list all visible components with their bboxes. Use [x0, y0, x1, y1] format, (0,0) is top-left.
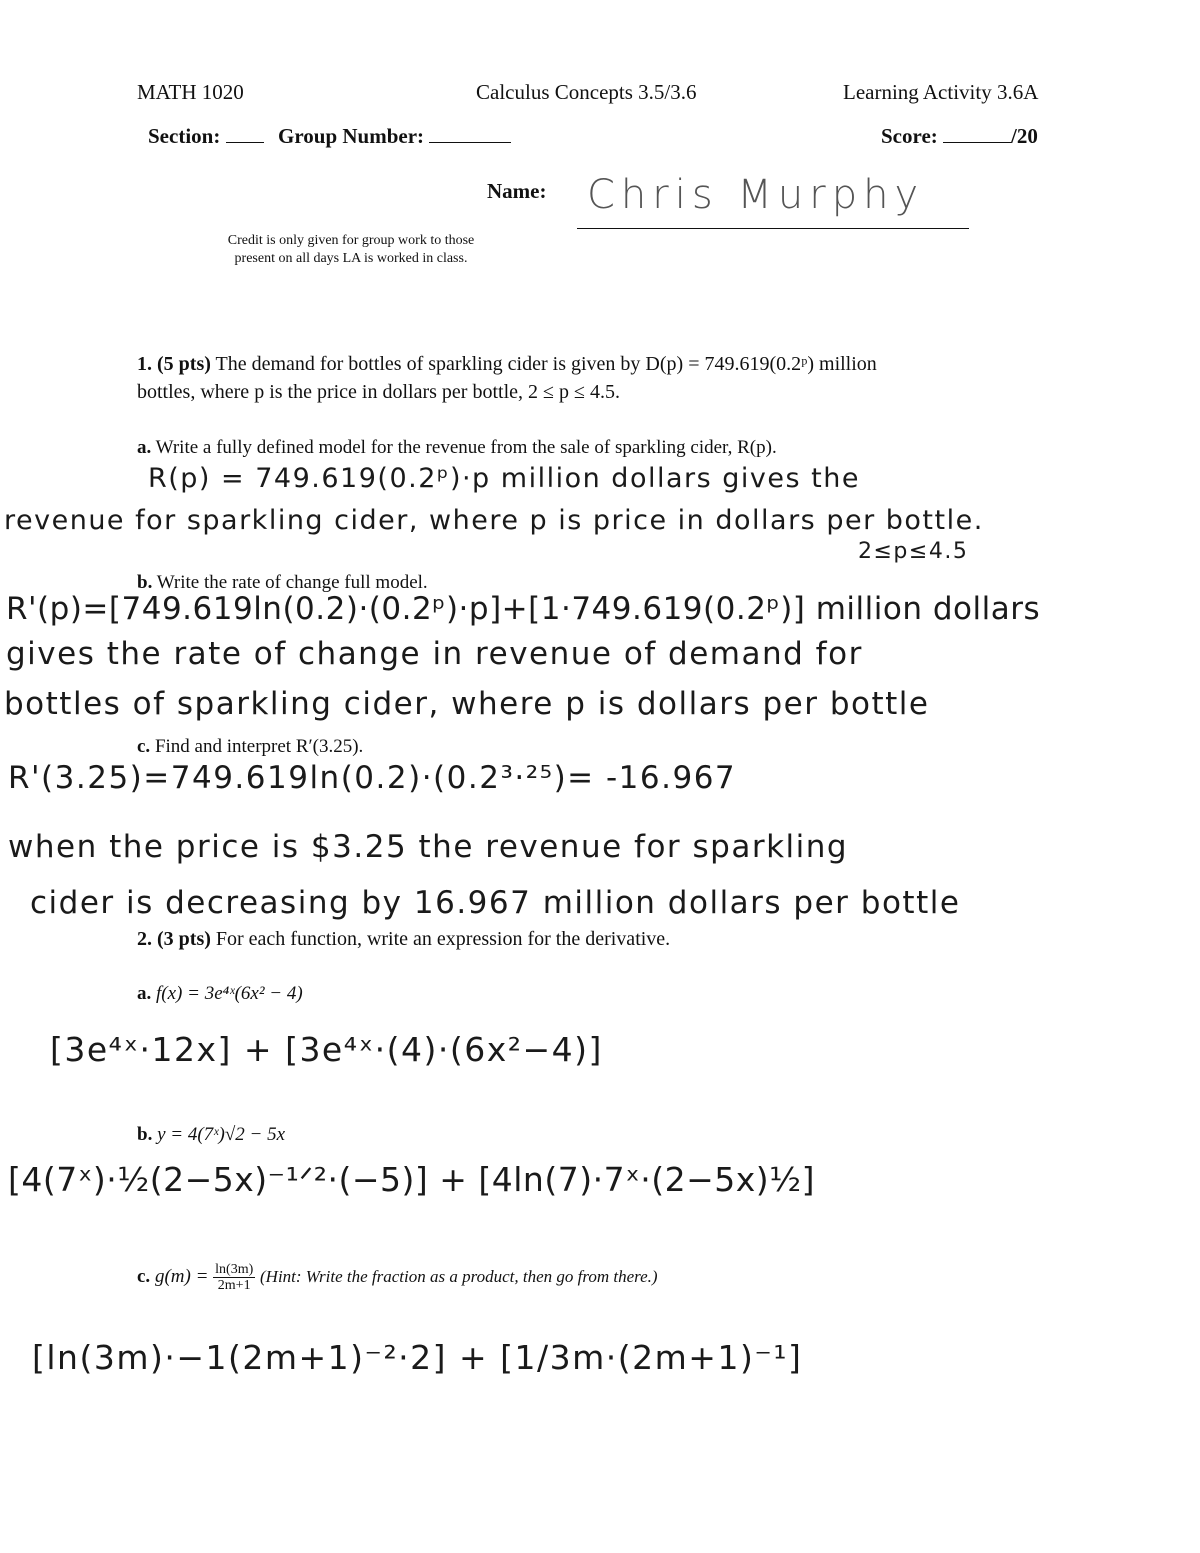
- name-label: Name:: [487, 179, 547, 203]
- q2a-expression: f(x) = 3e⁴ˣ(6x² − 4): [156, 983, 303, 1004]
- q2c-prompt: [137, 1262, 658, 1293]
- q1-points: (5 pts): [157, 353, 211, 375]
- q1a-answer-line2: revenue for sparkling cider, where p is price in dollars per bottle.: [4, 505, 984, 536]
- q1b-text: Write the rate of change full model.: [156, 572, 428, 593]
- group-field: [278, 124, 511, 149]
- q2c-hint: (Hint: Write the fraction as a product, then go from there.): [260, 1266, 658, 1286]
- q2-text: For each function, write an expression for the derivative.: [215, 928, 671, 950]
- group-blank[interactable]: [429, 142, 511, 143]
- q2-prompt: [137, 928, 670, 951]
- q1a-answer-line1: R(p) = 749.619(0.2ᵖ)·p million dollars gives the: [148, 463, 860, 494]
- credit-note: [206, 232, 496, 268]
- q2c-denominator: 2m+1: [217, 1278, 251, 1293]
- section-field: [148, 124, 264, 149]
- q1c-answer-line1: R'(3.25)=749.619ln(0.2)·(0.2³·²⁵)= -16.967: [8, 760, 737, 796]
- q1-prompt-line2: bottles, where p is the price in dollars per bottle, 2 ≤ p ≤ 4.5.: [137, 381, 620, 403]
- q2a-answer: [3e⁴ˣ·12x] + [3e⁴ˣ·(4)·(6x²−4)]: [50, 1030, 603, 1069]
- q2c-label: c.: [137, 1265, 151, 1287]
- q1c-text: Find and interpret R′(3.25).: [154, 736, 364, 757]
- q1-prompt-line1: [137, 353, 877, 376]
- q1c-answer-line2: when the price is $3.25 the revenue for sparkling: [8, 829, 849, 865]
- q2b-prompt: [137, 1124, 285, 1146]
- course-title: MATH 1020: [137, 80, 244, 104]
- section-blank[interactable]: [226, 142, 264, 143]
- name-signature: Chris Murphy: [587, 172, 925, 218]
- section-label: Section:: [148, 124, 221, 148]
- q1b-answer-line1: R'(p)=[749.619ln(0.2)·(0.2ᵖ)·p]+[1·749.619(0.2ᵖ)] million dollars: [6, 591, 1041, 627]
- q2a-prompt: [137, 983, 303, 1005]
- q2c-fraction: [213, 1262, 255, 1293]
- credit-note-line2: present on all days LA is worked in class.: [234, 251, 468, 266]
- q2-number: 2.: [137, 928, 152, 950]
- name-field[interactable]: [577, 170, 969, 229]
- group-label: Group Number:: [278, 124, 425, 148]
- q1a-text: Write a fully defined model for the revenue from the sale of sparkling cider, R(p).: [155, 437, 777, 458]
- q2c-numerator: ln(3m): [215, 1262, 254, 1277]
- activity-title: Learning Activity 3.6A: [843, 80, 1039, 104]
- q2a-label: a.: [137, 983, 152, 1004]
- q1a-prompt: [137, 437, 777, 459]
- q2c-expression-lhs: g(m) =: [154, 1265, 209, 1287]
- q1c-answer-line3: cider is decreasing by 16.967 million dollars per bottle: [30, 885, 961, 921]
- q2-points: (3 pts): [157, 928, 211, 950]
- score-field: [881, 124, 1038, 149]
- q1a-label: a.: [137, 437, 152, 458]
- q1a-answer-domain: 2≤p≤4.5: [858, 539, 969, 564]
- q1-number: 1.: [137, 353, 152, 375]
- score-blank[interactable]: [943, 142, 1011, 143]
- q1b-answer-line2: gives the rate of change in revenue of demand for: [6, 636, 863, 672]
- q2b-label: b.: [137, 1124, 153, 1145]
- q2c-answer: [ln(3m)·−1(2m+1)⁻²·2] + [1/3m·(2m+1)⁻¹]: [32, 1338, 803, 1377]
- q2b-expression: y = 4(7ˣ)√2 − 5x: [157, 1124, 286, 1145]
- topic-title: Calculus Concepts 3.5/3.6: [476, 80, 697, 104]
- credit-note-line1: Credit is only given for group work to those: [227, 233, 475, 248]
- q1-text1: The demand for bottles of sparkling cider is given by D(p) = 749.619(0.2ᵖ) million: [215, 353, 877, 375]
- q1c-prompt: [137, 736, 363, 758]
- score-label: Score:: [881, 124, 938, 148]
- score-total: /20: [1011, 124, 1038, 148]
- q1b-label: b.: [137, 572, 153, 593]
- q1b-answer-line3: bottles of sparkling cider, where p is dollars per bottle: [4, 686, 930, 722]
- q1c-label: c.: [137, 736, 151, 757]
- q2b-answer: [4(7ˣ)·½(2−5x)⁻¹ᐟ²·(−5)] + [4ln(7)·7ˣ·(2−5x)½]: [8, 1160, 815, 1199]
